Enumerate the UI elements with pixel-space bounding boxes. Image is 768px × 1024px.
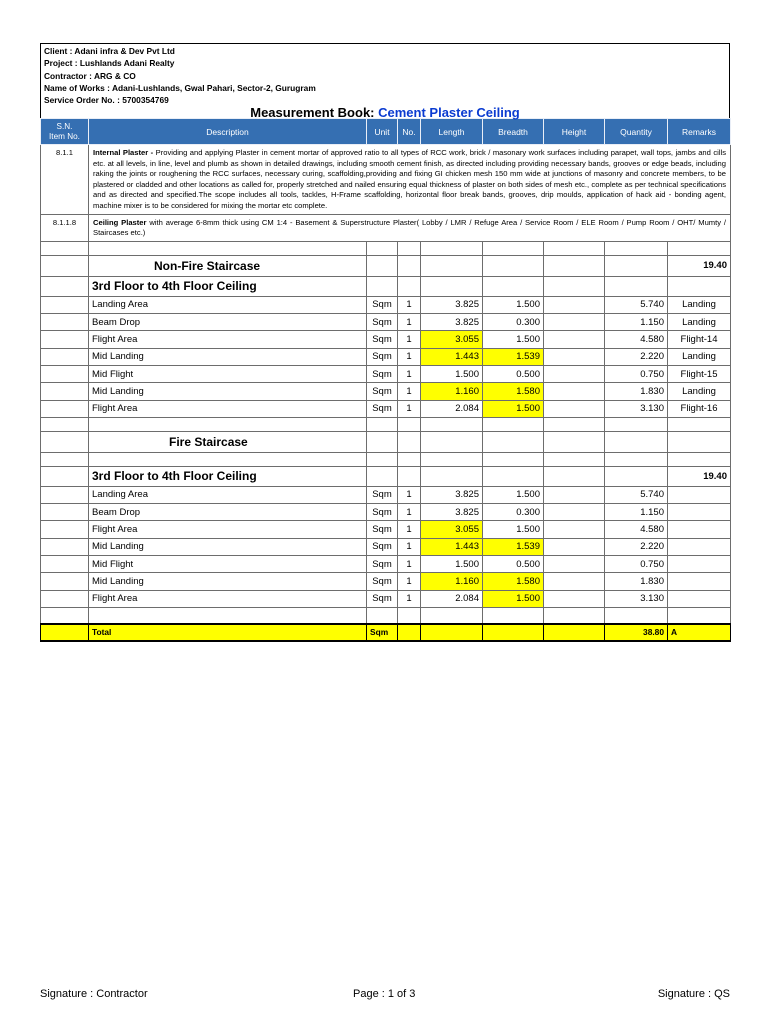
height-cell <box>544 365 605 382</box>
unit-cell: Sqm <box>367 538 398 555</box>
remarks-cell: Landing <box>668 314 731 331</box>
sn-cell <box>41 314 89 331</box>
breadth-cell: 1.500 <box>483 521 544 538</box>
table-row <box>41 331 731 348</box>
empty-cell <box>544 417 605 431</box>
unit-cell: Sqm <box>367 296 398 313</box>
empty-cell <box>89 607 367 624</box>
empty-cell <box>398 276 421 296</box>
unit-cell: Sqm <box>367 486 398 503</box>
empty-cell <box>398 431 421 452</box>
description-cell: Mid Landing <box>89 383 367 400</box>
empty-cell <box>398 417 421 431</box>
empty-cell <box>41 452 89 466</box>
group-title: Fire Staircase <box>89 431 367 452</box>
description-cell: Flight Area <box>89 331 367 348</box>
empty-cell <box>605 276 668 296</box>
empty-cell <box>41 431 89 452</box>
floor-title-row <box>41 466 731 486</box>
breadth-cell: 1.539 <box>483 538 544 555</box>
empty-cell <box>605 607 668 624</box>
sn-cell <box>41 486 89 503</box>
height-cell <box>544 590 605 607</box>
sn-cell <box>41 590 89 607</box>
qs-signature: Signature : QS <box>657 988 730 1000</box>
col-remarks: Remarks <box>668 119 731 145</box>
table-row <box>41 590 731 607</box>
quantity-cell: 2.220 <box>605 538 668 555</box>
empty-cell <box>605 466 668 486</box>
description-cell: Mid Flight <box>89 365 367 382</box>
no-cell: 1 <box>398 590 421 607</box>
description-cell: Flight Area <box>89 400 367 417</box>
empty-cell <box>544 431 605 452</box>
title-accent: Cement Plaster Ceiling <box>378 105 520 120</box>
empty-cell <box>398 452 421 466</box>
empty-cell <box>605 255 668 276</box>
measurement-sheet <box>40 43 730 642</box>
total-unit: Sqm <box>367 624 398 641</box>
col-unit: Unit <box>367 119 398 145</box>
length-cell: 3.825 <box>421 314 483 331</box>
unit-cell: Sqm <box>367 556 398 573</box>
remarks-cell: Landing <box>668 296 731 313</box>
empty-cell <box>668 607 731 624</box>
item-text: Providing and applying Plaster in cement mortar of approved ratio to all types of RCC work, brick / masonary work surfaces including parapet, wall tops, jambs and cills etc. at all levels, in line, level and plumb as shown in detailed drawings, including smooth cement finish, as directed including providing necessary bands, grooves or edge beads, including raking the joints or roughening the RCC surfaces, necessary curing, scaffolding,providing and fixing GI chicken mesh 150 mm wide at junctions of masonry and concrete members, to be plastered or cladded and other locations as called for, properly stretched and nailed ensuring equal thickness of plaster on both sides of mesh etc., complete as per technical specifications and as directed and specified.The scope includes all tools, tackles, H-Frame scaffolding, horizontal floor break bands, grooves, drip moulds, application of hack aid - bonding agent, machine mixer is to be considered for mixing the mortar etc complete. <box>93 148 726 210</box>
group-total <box>668 431 731 452</box>
group-total: 19.40 <box>668 255 731 276</box>
breadth-cell: 1.500 <box>483 486 544 503</box>
height-cell <box>544 538 605 555</box>
breadth-cell: 1.500 <box>483 400 544 417</box>
col-no: No. <box>398 119 421 145</box>
empty-cell <box>483 452 544 466</box>
total-quantity: 38.80 <box>605 624 668 641</box>
total-remark: A <box>668 624 731 641</box>
measurement-table <box>40 118 731 642</box>
empty-cell <box>605 241 668 255</box>
remarks-cell: Flight-15 <box>668 365 731 382</box>
empty-cell <box>544 607 605 624</box>
empty-cell <box>367 607 398 624</box>
breadth-cell: 1.539 <box>483 348 544 365</box>
length-cell: 1.443 <box>421 538 483 555</box>
quantity-cell: 3.130 <box>605 590 668 607</box>
length-cell: 3.825 <box>421 504 483 521</box>
description-cell: Beam Drop <box>89 504 367 521</box>
empty-cell <box>421 452 483 466</box>
empty-cell <box>398 607 421 624</box>
table-row <box>41 521 731 538</box>
no-cell: 1 <box>398 486 421 503</box>
length-cell: 3.825 <box>421 486 483 503</box>
quantity-cell: 2.220 <box>605 348 668 365</box>
length-cell: 1.160 <box>421 383 483 400</box>
item-description <box>89 145 731 215</box>
total-breadth <box>483 624 544 641</box>
floor-title-row <box>41 276 731 296</box>
empty-cell <box>421 431 483 452</box>
empty-cell <box>605 431 668 452</box>
spacer-row <box>41 241 731 255</box>
contractor-signature: Signature : Contractor <box>40 988 148 1000</box>
col-description: Description <box>89 119 367 145</box>
sn-cell <box>41 521 89 538</box>
col-sn <box>41 119 89 145</box>
description-cell: Flight Area <box>89 521 367 538</box>
empty-cell <box>483 241 544 255</box>
empty-cell <box>398 466 421 486</box>
height-cell <box>544 296 605 313</box>
floor-total: 19.40 <box>668 466 731 486</box>
sn-cell <box>41 573 89 590</box>
description-cell: Mid Landing <box>89 538 367 555</box>
unit-cell: Sqm <box>367 400 398 417</box>
remarks-cell: Landing <box>668 348 731 365</box>
item-row <box>41 145 731 215</box>
table-row <box>41 486 731 503</box>
empty-cell <box>544 452 605 466</box>
no-cell: 1 <box>398 504 421 521</box>
remarks-cell: Flight-16 <box>668 400 731 417</box>
remarks-cell: Landing <box>668 383 731 400</box>
description-cell: Flight Area <box>89 590 367 607</box>
sn-cell <box>41 504 89 521</box>
item-sn: 8.1.1 <box>41 145 89 215</box>
empty-cell <box>41 255 89 276</box>
height-cell <box>544 504 605 521</box>
quantity-cell: 1.830 <box>605 573 668 590</box>
page-title <box>41 105 729 120</box>
item-sn: 8.1.1.8 <box>41 214 89 241</box>
table-row <box>41 314 731 331</box>
item-bold-title: Internal Plaster - <box>93 148 156 157</box>
no-cell: 1 <box>398 348 421 365</box>
empty-cell <box>89 452 367 466</box>
breadth-cell: 1.500 <box>483 590 544 607</box>
quantity-cell: 3.130 <box>605 400 668 417</box>
table-row <box>41 383 731 400</box>
sn-cell <box>41 348 89 365</box>
table-row <box>41 296 731 313</box>
length-cell: 3.055 <box>421 521 483 538</box>
length-cell: 2.084 <box>421 400 483 417</box>
empty-cell <box>668 452 731 466</box>
empty-cell <box>544 276 605 296</box>
spacer-row <box>41 452 731 466</box>
table-row <box>41 400 731 417</box>
height-cell <box>544 556 605 573</box>
no-cell: 1 <box>398 331 421 348</box>
quantity-cell: 0.750 <box>605 556 668 573</box>
length-cell: 3.055 <box>421 331 483 348</box>
unit-cell: Sqm <box>367 590 398 607</box>
no-cell: 1 <box>398 296 421 313</box>
empty-cell <box>398 241 421 255</box>
sn-cell <box>41 400 89 417</box>
project-header <box>40 43 730 118</box>
empty-cell <box>668 241 731 255</box>
no-cell: 1 <box>398 573 421 590</box>
length-cell: 1.500 <box>421 365 483 382</box>
description-cell: Mid Landing <box>89 348 367 365</box>
group-title: Non-Fire Staircase <box>89 255 367 276</box>
breadth-cell: 1.500 <box>483 296 544 313</box>
empty-cell <box>421 417 483 431</box>
description-cell: Landing Area <box>89 486 367 503</box>
remarks-cell <box>668 504 731 521</box>
description-cell: Mid Landing <box>89 573 367 590</box>
breadth-cell: 0.300 <box>483 504 544 521</box>
col-length: Length <box>421 119 483 145</box>
unit-cell: Sqm <box>367 521 398 538</box>
quantity-cell: 5.740 <box>605 296 668 313</box>
no-cell: 1 <box>398 538 421 555</box>
empty-cell <box>544 241 605 255</box>
total-row <box>41 624 731 641</box>
remarks-cell <box>668 573 731 590</box>
empty-cell <box>41 466 89 486</box>
table-row <box>41 365 731 382</box>
col-sn-line1: S.N. <box>56 121 73 131</box>
quantity-cell: 4.580 <box>605 331 668 348</box>
empty-cell <box>421 255 483 276</box>
breadth-cell: 1.580 <box>483 573 544 590</box>
length-cell: 1.443 <box>421 348 483 365</box>
item-bold-title: Ceiling Plaster <box>93 217 150 227</box>
empty-cell <box>41 241 89 255</box>
contractor-line: Contractor : ARG & CO <box>44 70 136 81</box>
breadth-cell: 0.300 <box>483 314 544 331</box>
empty-cell <box>41 607 89 624</box>
empty-cell <box>421 466 483 486</box>
empty-cell <box>367 452 398 466</box>
empty-cell <box>605 417 668 431</box>
sn-cell <box>41 365 89 382</box>
floor-total <box>668 276 731 296</box>
unit-cell: Sqm <box>367 348 398 365</box>
page-number: Page : 1 of 3 <box>353 988 416 1000</box>
empty-cell <box>483 417 544 431</box>
quantity-cell: 1.150 <box>605 314 668 331</box>
total-length <box>421 624 483 641</box>
empty-cell <box>41 276 89 296</box>
empty-cell <box>605 452 668 466</box>
sn-cell <box>41 383 89 400</box>
height-cell <box>544 573 605 590</box>
length-cell: 2.084 <box>421 590 483 607</box>
length-cell: 3.825 <box>421 296 483 313</box>
sn-cell <box>41 556 89 573</box>
breadth-cell: 1.580 <box>483 383 544 400</box>
empty-cell <box>544 466 605 486</box>
empty-cell <box>421 276 483 296</box>
empty-cell <box>367 466 398 486</box>
empty-cell <box>89 241 367 255</box>
empty-cell <box>483 466 544 486</box>
no-cell: 1 <box>398 521 421 538</box>
item-description <box>89 214 731 241</box>
col-breadth: Breadth <box>483 119 544 145</box>
remarks-cell: Flight-14 <box>668 331 731 348</box>
quantity-cell: 5.740 <box>605 486 668 503</box>
title-prefix: Measurement Book: <box>250 105 379 120</box>
height-cell <box>544 486 605 503</box>
no-cell: 1 <box>398 556 421 573</box>
empty-cell <box>544 255 605 276</box>
remarks-cell <box>668 590 731 607</box>
height-cell <box>544 331 605 348</box>
works-line: Name of Works : Adani-Lushlands, Gwal Pahari, Sector-2, Gurugram <box>44 82 316 93</box>
height-cell <box>544 521 605 538</box>
no-cell: 1 <box>398 400 421 417</box>
spacer-row <box>41 607 731 624</box>
remarks-cell <box>668 538 731 555</box>
empty-cell <box>41 417 89 431</box>
empty-cell <box>421 607 483 624</box>
no-cell: 1 <box>398 365 421 382</box>
total-sn <box>41 624 89 641</box>
table-row <box>41 504 731 521</box>
breadth-cell: 0.500 <box>483 556 544 573</box>
total-height <box>544 624 605 641</box>
remarks-cell <box>668 521 731 538</box>
floor-title: 3rd Floor to 4th Floor Ceiling <box>89 466 367 486</box>
table-header-row <box>41 119 731 145</box>
description-cell: Beam Drop <box>89 314 367 331</box>
client-line: Client : Adani infra & Dev Pvt Ltd <box>44 46 175 56</box>
unit-cell: Sqm <box>367 314 398 331</box>
service-order-line: Service Order No. : 5700354769 <box>44 95 169 106</box>
table-row <box>41 556 731 573</box>
breadth-cell: 0.500 <box>483 365 544 382</box>
unit-cell: Sqm <box>367 504 398 521</box>
project-line: Project : Lushlands Adani Realty <box>44 58 175 69</box>
group-title-row <box>41 431 731 452</box>
empty-cell <box>89 417 367 431</box>
empty-cell <box>483 431 544 452</box>
empty-cell <box>367 431 398 452</box>
quantity-cell: 1.830 <box>605 383 668 400</box>
height-cell <box>544 383 605 400</box>
empty-cell <box>483 276 544 296</box>
length-cell: 1.160 <box>421 573 483 590</box>
length-cell: 1.500 <box>421 556 483 573</box>
remarks-cell <box>668 556 731 573</box>
breadth-cell: 1.500 <box>483 331 544 348</box>
quantity-cell: 0.750 <box>605 365 668 382</box>
col-sn-line2: Item No. <box>49 131 80 141</box>
item-row <box>41 214 731 241</box>
height-cell <box>544 348 605 365</box>
unit-cell: Sqm <box>367 331 398 348</box>
unit-cell: Sqm <box>367 573 398 590</box>
col-quantity: Quantity <box>605 119 668 145</box>
floor-title: 3rd Floor to 4th Floor Ceiling <box>89 276 367 296</box>
group-title-row <box>41 255 731 276</box>
item-text: with average 6-8mm thick using CM 1:4 - Basement & Superstructure Plaster( Lobby / LMR / Refuge Area / Service Room / ELE Room / Pump Room / OHT/ Mumty / Staircases etc.) <box>93 217 726 238</box>
no-cell: 1 <box>398 314 421 331</box>
remarks-cell <box>668 486 731 503</box>
quantity-cell: 1.150 <box>605 504 668 521</box>
total-label: Total <box>89 624 367 641</box>
table-row <box>41 573 731 590</box>
empty-cell <box>367 417 398 431</box>
empty-cell <box>367 276 398 296</box>
height-cell <box>544 314 605 331</box>
table-row <box>41 348 731 365</box>
spacer-row <box>41 417 731 431</box>
empty-cell <box>367 241 398 255</box>
col-height: Height <box>544 119 605 145</box>
height-cell <box>544 400 605 417</box>
unit-cell: Sqm <box>367 383 398 400</box>
empty-cell <box>367 255 398 276</box>
sn-cell <box>41 538 89 555</box>
sn-cell <box>41 331 89 348</box>
empty-cell <box>421 241 483 255</box>
empty-cell <box>483 255 544 276</box>
no-cell: 1 <box>398 383 421 400</box>
quantity-cell: 4.580 <box>605 521 668 538</box>
empty-cell <box>483 607 544 624</box>
description-cell: Mid Flight <box>89 556 367 573</box>
empty-cell <box>398 255 421 276</box>
unit-cell: Sqm <box>367 365 398 382</box>
description-cell: Landing Area <box>89 296 367 313</box>
total-no <box>398 624 421 641</box>
empty-cell <box>668 417 731 431</box>
sn-cell <box>41 296 89 313</box>
table-row <box>41 538 731 555</box>
